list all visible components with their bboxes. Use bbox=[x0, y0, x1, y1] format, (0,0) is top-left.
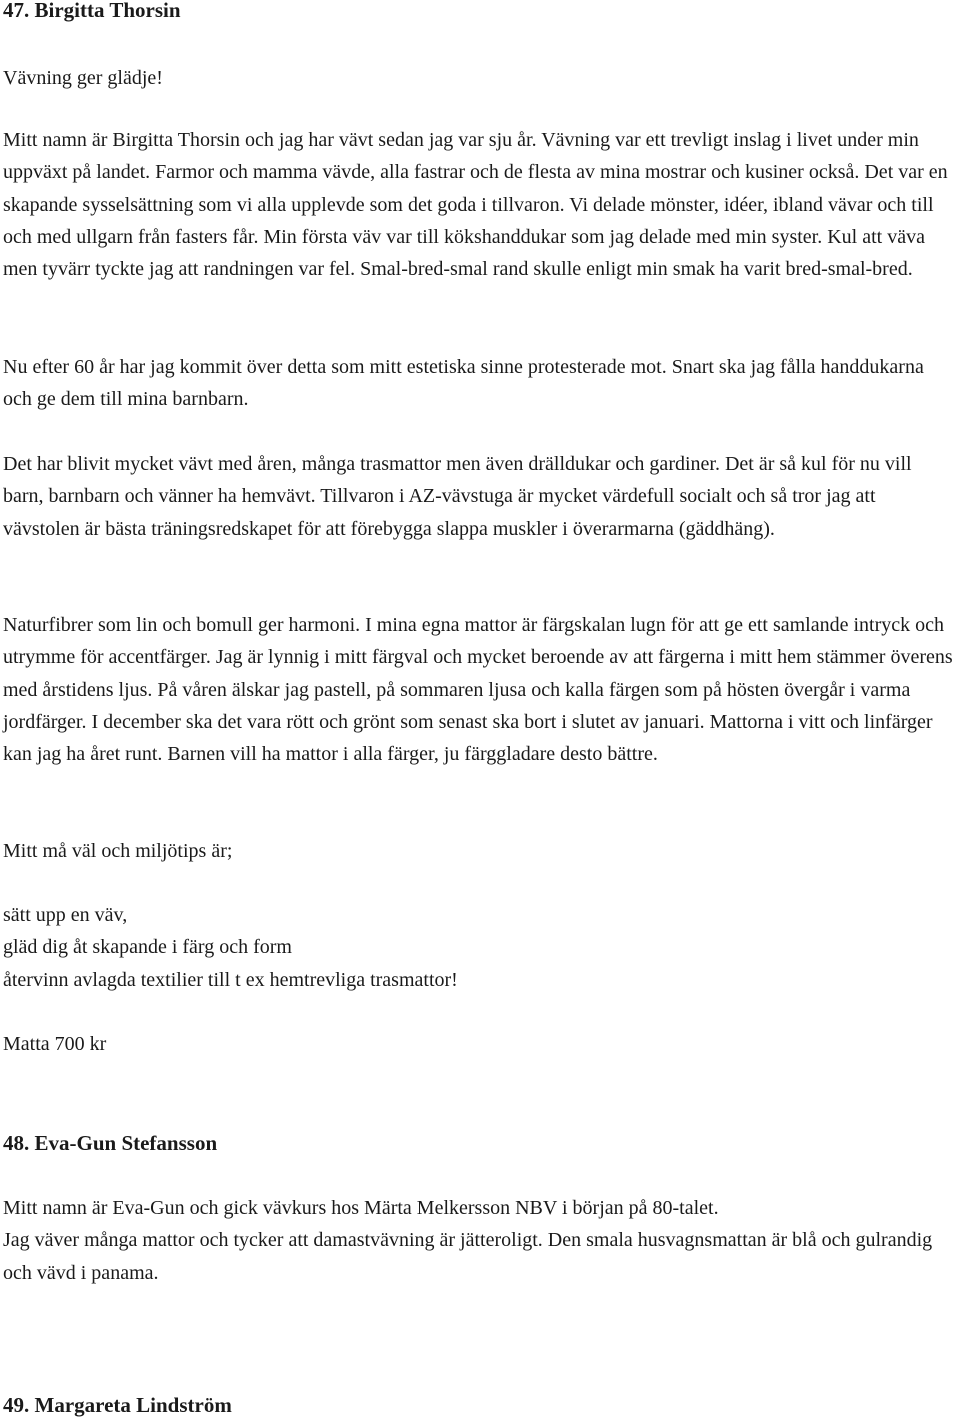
price-line: Matta 700 kr bbox=[3, 1033, 107, 1055]
paragraph-eva-gun bbox=[3, 1192, 955, 1289]
paragraph-natural-fibers: Naturfibrer som lin och bomull ger harmoni. I mina egna mattor är färgskalan lugn för att ge ett samlande intryck och utrymme för accentfärger. Jag är lynnig i mitt färgval och mycket beroende av att färgerna i mitt hem stämmer överens med årstidens ljus. På våren älskar jag pastell, på sommaren ljusa och kalla färgen som på hösten övergår i varma jordfärger. I december ska det vara rött och grönt som senast ska bort i slutet av januari. Mattorna i vitt och linfärger kan jag ha året runt. Barnen vill ha mattor i alla färger, ju färggladare desto bättre. bbox=[3, 614, 958, 766]
paragraph-intro: Mitt namn är Birgitta Thorsin och jag har vävt sedan jag var sju år. Vävning var ett trevligt inslag i livet under min uppväxt på landet. Farmor och mamma vävde, alla fastrar och de flesta av mina mostrar och kusiner också. Det var en skapande sysselsättning som vi alla upplevde som det goda i tillvaron. Vi delade mönster, idéer, ibland vävar och till och med ullgarn från fasters får. Min första väv var till kökshanddukar som jag delade med min syster. Kul att väva men tyvärr tyckte jag att randningen var fel. Smal-bred-smal rand skulle enligt min smak ha varit bred-smal-bred. bbox=[3, 129, 953, 281]
section-heading-48: 48. Eva-Gun Stefansson bbox=[3, 1131, 218, 1155]
paragraph-tips-intro: Mitt må väl och miljötips är; bbox=[3, 840, 233, 862]
section-heading-47: 47. Birgitta Thorsin bbox=[3, 0, 181, 22]
paragraph-after-60-years: Nu efter 60 år har jag kommit över detta som mitt estetiska sinne protesterade mot. Snart ska jag fålla handdukarna och ge dem till mina barnbarn. bbox=[3, 356, 929, 411]
tip-item: sätt upp en väv, bbox=[3, 904, 128, 926]
paragraph-weaving-years: Det har blivit mycket vävt med åren, många trasmattor men även drälldukar och gardiner. Det är så kul för nu vill barn, barnbarn och vänner ha hemvävt. Tillvaron i AZ-vävstuga är mycket värdefull socialt och så tror jag att vävstolen är bästa träningsredskapet för att förebygga slappa muskler i överarmarna (gäddhäng). bbox=[3, 453, 917, 540]
tips-list bbox=[3, 899, 458, 996]
tip-item: gläd dig åt skapande i färg och form bbox=[3, 936, 292, 959]
section-subtitle: Vävning ger glädje! bbox=[3, 67, 163, 89]
section-heading-49: 49. Margareta Lindström bbox=[3, 1393, 232, 1417]
paragraph-line: Mitt namn är Eva-Gun och gick vävkurs hos Märta Melkersson NBV i början på 80-talet. bbox=[3, 1197, 719, 1219]
paragraph-line: Jag väver många mattor och tycker att damastvävning är jätteroligt. Den smala husvagnsmattan är blå och gulrandig och vävd i panama. bbox=[3, 1229, 938, 1284]
tip-item: återvinn avlagda textilier till t ex hemtrevliga trasmattor! bbox=[3, 968, 458, 991]
